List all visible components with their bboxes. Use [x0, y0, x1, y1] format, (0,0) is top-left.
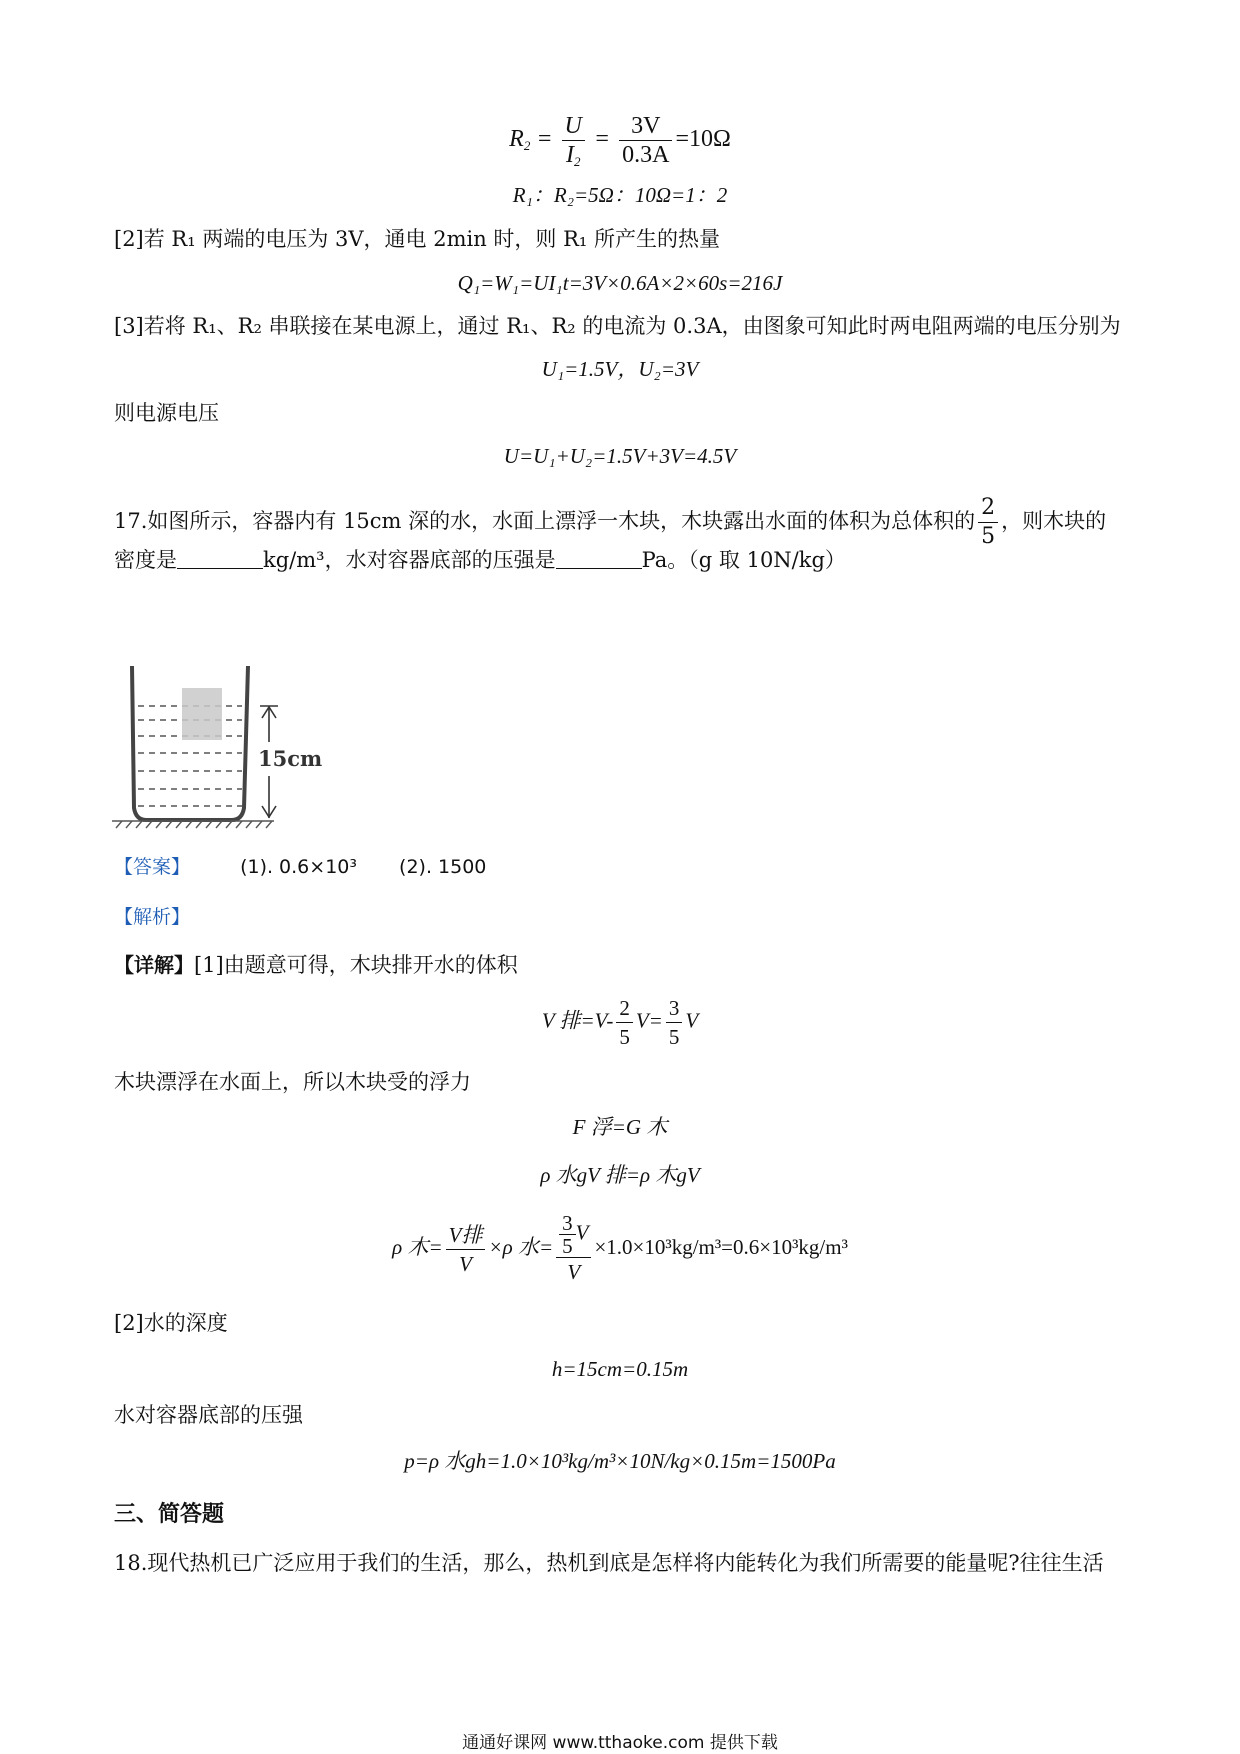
q17-text-a: 17.如图所示，容器内有 15cm 深的水，水面上漂浮一木块，木块露出水面的体积为总体积的 [114, 509, 976, 533]
frac-numerator: 2 [978, 494, 998, 523]
question-18: 18.现代热机已广泛应用于我们的生活，那么，热机到底是怎样将内能转化为我们所需要的能量呢?往往生活 [114, 1551, 1104, 1575]
equation-voltages: U₁=1.5V，U₂=3V [541, 357, 699, 381]
page-footer: 通通好课网 www.tthaoke.com 提供下载 [462, 1733, 778, 1753]
eq-r2-lhs: R [509, 126, 524, 153]
fraction-3-5 [666, 994, 683, 1051]
fraction-vpai-over-v [446, 1221, 486, 1278]
fraction-compound [556, 1212, 591, 1286]
equation-pressure: p=ρ 水gh=1.0×10³kg/m³×10N/kg×0.15m=1500Pa [404, 1449, 836, 1473]
frac-denominator: V [459, 1251, 472, 1276]
answer-blank-1[interactable] [177, 548, 263, 569]
section-heading-3: 三、简答题 [114, 1502, 225, 1527]
frac-numerator: 3 [559, 1212, 576, 1235]
q17-line2-c: Pa。（g 取 10N/kg） [641, 548, 846, 572]
equation-ratio: R₁：R₂=5Ω：10Ω=1：2 [512, 183, 728, 207]
q17-fraction [978, 494, 998, 551]
equation-r2: $R_2$ = $\frac{U}{I_2}$ = $\frac{3V}{0.3A}$ =10Ω [509, 113, 731, 169]
q17-line2-b: kg/m³，水对容器底部的压强是 [263, 548, 556, 572]
eq-density-lhs: ρ 木= [392, 1234, 443, 1259]
fraction-3-5-inner [559, 1212, 576, 1257]
equation-density [0, 1212, 1240, 1286]
frac-denominator: I [565, 142, 574, 168]
container-figure [112, 658, 362, 834]
paragraph-float: 木块漂浮在水面上，所以木块受的浮力 [114, 1070, 471, 1094]
equation-depth: h=15cm=0.15m [551, 1357, 689, 1381]
depth-label: 15cm [258, 746, 323, 771]
fraction-u-over-i2 [562, 112, 585, 169]
ground-icon [112, 821, 274, 828]
frac-denominator: V [567, 1260, 581, 1284]
paragraph-pressure: 水对容器底部的压强 [114, 1403, 303, 1427]
question-17-line2 [114, 545, 1134, 575]
paragraph-source: 则电源电压 [114, 401, 219, 425]
frac-denominator: 5 [668, 1025, 680, 1049]
detail-tag: 【详解】 [114, 953, 194, 977]
equation-vpai [0, 994, 1240, 1051]
frac-denominator: 5 [981, 524, 996, 549]
frac-numerator: 3 [666, 994, 683, 1023]
wood-block-icon [182, 688, 222, 740]
frac-numerator: 3V [619, 112, 672, 141]
q17-line2-a: 密度是 [114, 548, 177, 572]
answer-tag: 【答案】 [114, 856, 191, 878]
answer-blank-2[interactable] [556, 548, 642, 569]
frac-denominator: 0.3A [622, 142, 670, 168]
answer-2: (2). 1500 [399, 856, 487, 878]
detail-paragraph [114, 950, 1134, 980]
fraction-3v-over-03a [619, 112, 672, 169]
fraction-2-5 [616, 994, 633, 1051]
frac-numerator: 2 [616, 994, 633, 1023]
equation-source: U=U₁+U₂=1.5V+3V=4.5V [503, 444, 737, 468]
frac-v: V [575, 1220, 589, 1245]
detail-text: [1]由题意可得，木块排开水的体积 [194, 953, 518, 977]
frac-numerator: V排 [446, 1221, 486, 1250]
q17-text-b: ，则木块的 [1001, 509, 1107, 533]
eq-vpai-tail: V [685, 1008, 699, 1033]
paragraph-p2: [2]若 R₁ 两端的电压为 3V，通电 2min 时，则 R₁ 所产生的热量 [114, 227, 720, 251]
answer-row [114, 852, 1134, 882]
paragraph-depth: [2]水的深度 [114, 1311, 228, 1335]
equation-rho: ρ 水gV 排=ρ 木gV [540, 1163, 700, 1187]
eq-density-mid: ×ρ 水= [488, 1234, 554, 1259]
analysis-tag: 【解析】 [114, 906, 191, 928]
frac-numerator: U [562, 112, 585, 141]
frac-denominator-sub: 2 [573, 154, 581, 169]
eq-density-tail: ×1.0×10³kg/m³=0.6×10³kg/m³ [594, 1234, 848, 1259]
eq-r2-result: =10Ω [675, 126, 731, 153]
equation-heat: Q₁=W₁=UI₁t=3V×0.6A×2×60s=216J [457, 271, 783, 295]
answer-1: (1). 0.6×10³ [240, 856, 357, 878]
frac-denominator: 5 [619, 1025, 630, 1049]
equation-buoyancy: F 浮=G 木 [572, 1115, 668, 1139]
eq-vpai-lhs: V 排=V- [541, 1008, 614, 1033]
eq-r2-lhs-sub: 2 [523, 138, 531, 154]
frac-denominator: 5 [562, 1234, 573, 1258]
paragraph-p3: [3]若将 R₁、R₂ 串联接在某电源上，通过 R₁、R₂ 的电流为 0.3A，由图象可知此时两电阻两端的电压分别为 [114, 314, 1121, 338]
eq-vpai-mid: V= [635, 1008, 663, 1033]
question-17-line1 [114, 494, 1134, 551]
